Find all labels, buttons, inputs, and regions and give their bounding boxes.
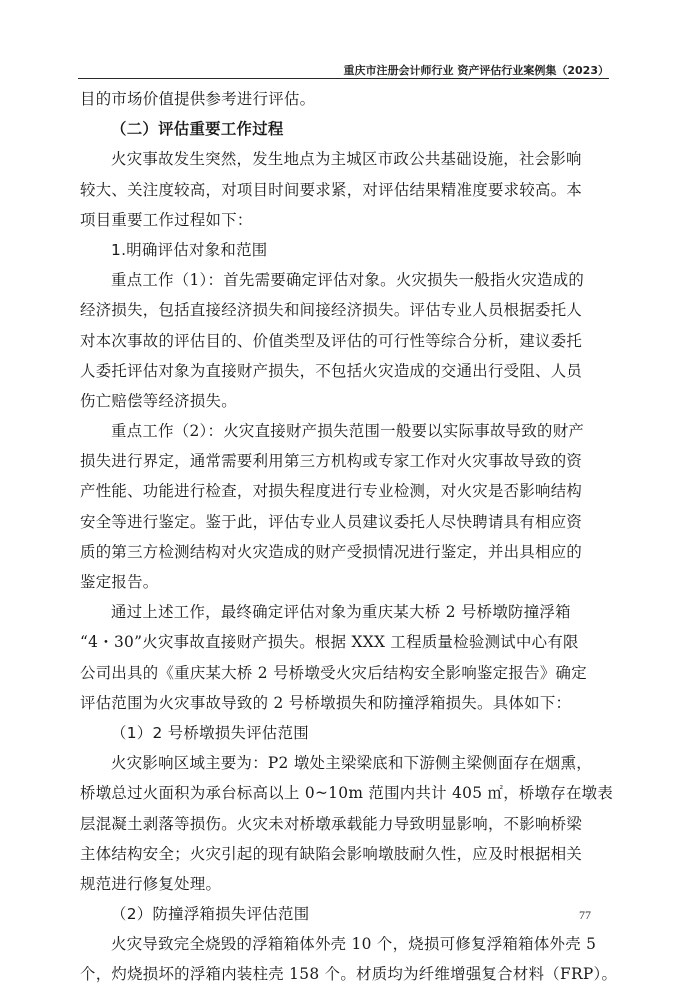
text-line: 对本次事故的评估目的、价值类型及评估的可行性等综合分析，建议委托 <box>80 331 583 350</box>
text-line: 鉴定报告。 <box>80 573 159 591</box>
text-line: 层混凝土剥落等损伤。火灾未对桥墩承载能力导致明显影响，不影响桥梁 <box>80 814 583 833</box>
page-number: 77 <box>579 908 591 922</box>
text-line: 公司出具的《重庆某大桥 2 号桥墩受火灾后结构安全影响鉴定报告》确定 <box>80 663 587 682</box>
header-title: 重庆市注册会计师行业 资产评估行业案例集（2023） <box>343 64 609 77</box>
text-line: 重点工作（1）：首先需要确定评估对象。火灾损失一般指火灾造成的 <box>111 271 585 290</box>
text-line: 火灾导致完全烧毁的浮箱箱体外壳 10 个，烧损可修复浮箱箱体外壳 5 <box>111 935 597 954</box>
text-line: 桥墩总过火面积为承台标高以上 0~10m 范围内共计 405 ㎡，桥墩存在墩表 <box>80 784 614 803</box>
text-line: 伤亡赔偿等经济损失。 <box>80 391 237 410</box>
section-heading: （1）2 号桥墩损失评估范围 <box>111 723 309 742</box>
section-heading: （二）评估重要工作过程 <box>111 120 284 139</box>
text-line: 质的第三方检测结构对火灾造成的财产受损情况进行鉴定，并出具相应的 <box>80 542 583 561</box>
text-line: 较大、关注度较高，对项目时间要求紧，对评估结果精准度要求较高。本 <box>80 180 583 199</box>
section-heading: 1.明确评估对象和范围 <box>111 240 268 259</box>
body-text <box>80 84 618 990</box>
text-line: 人委托评估对象为直接财产损失，不包括火灾造成的交通出行受阻、人员 <box>80 361 583 380</box>
text-line: “4・30”火灾事故直接财产损失。根据 XXX 工程质量检验测试中心有限 <box>80 633 579 652</box>
text-line: 经济损失，包括直接经济损失和间接经济损失。评估专业人员根据委托人 <box>80 301 583 320</box>
text-line: 个，灼烧损坏的浮箱内装柱壳 158 个。材质均为纤维增强复合材料（FRP）。 <box>80 965 618 984</box>
text-line: 通过上述工作，最终确定评估对象为重庆某大桥 2 号桥墩防撞浮箱 <box>111 603 571 622</box>
text-line: 评估范围为火灾事故导致的 2 号桥墩损失和防撞浮箱损失。具体如下： <box>80 693 572 712</box>
text-line: 火灾影响区域主要为：P2 墩处主梁梁底和下游侧主梁侧面存在烟熏， <box>111 754 592 773</box>
text-line: 损失进行界定，通常需要利用第三方机构或专家工作对火灾事故导致的资 <box>80 452 583 471</box>
text-line: 目的市场价值提供参考进行评估。 <box>80 90 316 108</box>
section-heading: （2）防撞浮箱损失评估范围 <box>111 905 310 924</box>
text-line: 安全等进行鉴定。鉴于此，评估专业人员建议委托人尽快聘请具有相应资 <box>80 512 583 531</box>
text-line: 项目重要工作过程如下： <box>80 210 253 229</box>
text-line: 主体结构安全；火灾引起的现有缺陷会影响墩肢耐久性，应及时根据相关 <box>80 844 583 863</box>
text-line: 火灾事故发生突然，发生地点为主城区市政公共基础设施，社会影响 <box>111 150 582 169</box>
text-line: 规范进行修复处理。 <box>80 874 222 893</box>
text-line: 重点工作（2）：火灾直接财产损失范围一般要以实际事故导致的财产 <box>111 422 585 441</box>
running-header <box>78 62 609 79</box>
text-line: 产性能、功能进行检查，对损失程度进行专业检测，对火灾是否影响结构 <box>80 482 583 501</box>
